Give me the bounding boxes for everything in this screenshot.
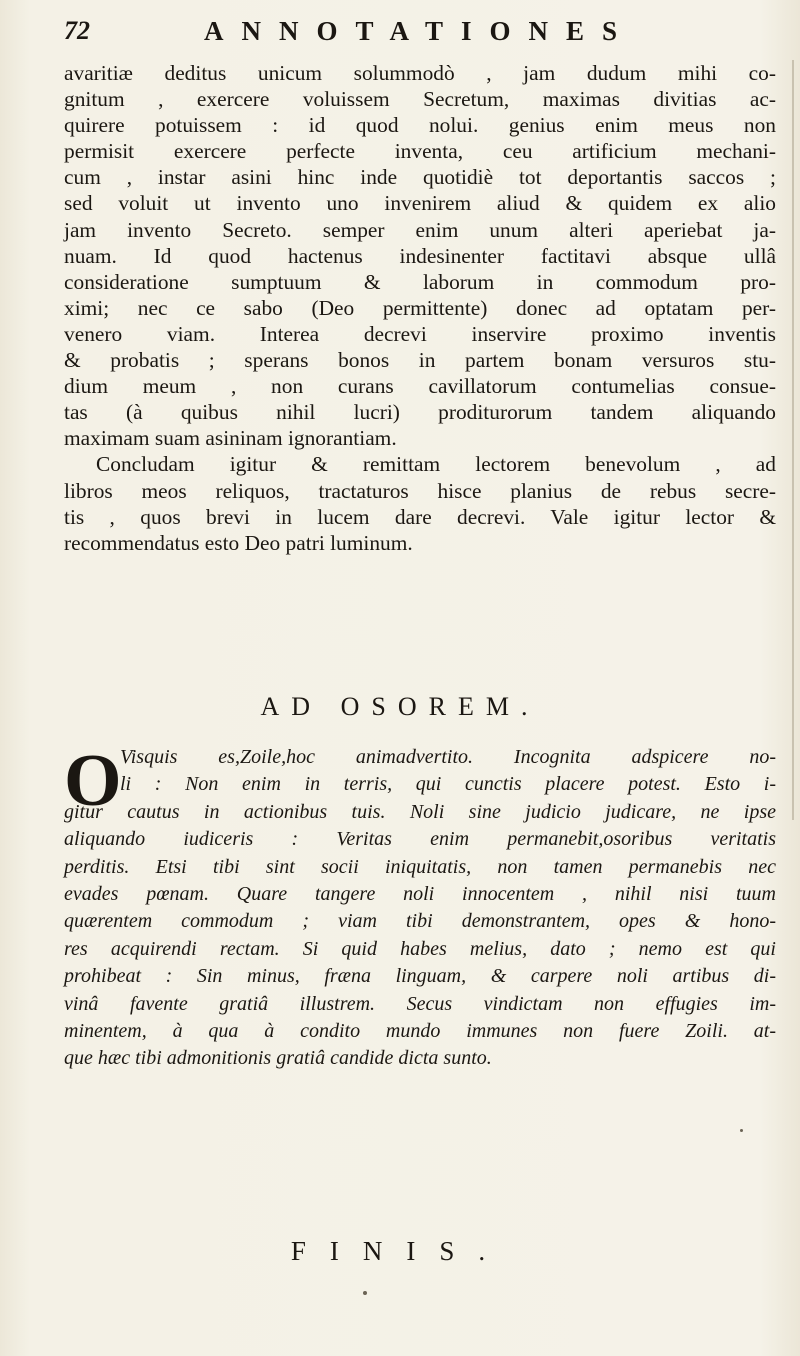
italic-line: perditis. Etsi tibi sint socii iniquitatis, non tamen permanebis nec bbox=[64, 855, 776, 878]
text-line: nuam. Id quod hactenus indesinenter factitavi absque ullâ bbox=[64, 243, 776, 268]
text-line: & probatis ; sperans bonos in partem bonam versuros stu- bbox=[64, 348, 776, 373]
ink-speck bbox=[363, 1291, 367, 1295]
text-line: consideratione sumptuum & laborum in commodum pro- bbox=[64, 269, 776, 294]
text-line: venero viam. Interea decrevi inservire proximo inventis bbox=[64, 321, 776, 346]
italic-line: evades pœnam. Quare tangere noli innocentem , nihil nisi tuum bbox=[64, 882, 776, 905]
text-line: tas (à quibus nihil lucri) proditurorum tandem aliquando bbox=[64, 400, 776, 425]
italic-line: li : Non enim in terris, qui cunctis placere potest. Esto i- bbox=[120, 773, 776, 796]
address-to-critic bbox=[64, 740, 776, 1073]
text-line: gnitum , exercere voluissem Secretum, maximas divitias ac- bbox=[64, 87, 776, 112]
page-number: 72 bbox=[64, 16, 90, 45]
italic-line: aliquando iudiceris : Veritas enim permanebit,osoribus veritatis bbox=[64, 828, 776, 851]
text-line: tis , quos brevi in lucem dare decrevi. Vale igitur lector & bbox=[64, 504, 776, 529]
running-head: ANNOTATIONES bbox=[204, 16, 636, 46]
annotation-paragraphs bbox=[64, 60, 776, 556]
italic-line: res acquirendi rectam. Si quid habes melius, dato ; nemo est qui bbox=[64, 937, 776, 960]
text-line: avaritiæ deditus unicum solummodò , jam dudum mihi co- bbox=[64, 61, 776, 85]
italic-line: prohibeat : Sin minus, fræna linguam, & carpere noli artibus di- bbox=[64, 965, 776, 988]
text-line: Concludam igitur & remittam lectorem benevolum , ad bbox=[96, 452, 776, 477]
text-line: jam invento Secreto. semper enim unum alteri aperiebat ja- bbox=[64, 217, 776, 242]
text-line: cum , instar asini hinc inde quotidiè tot deportantis saccos ; bbox=[64, 165, 776, 190]
italic-line: que hæc tibi admonitionis gratiâ candide dicta sunto. bbox=[64, 1047, 492, 1070]
text-line: recommendatus esto Deo patri luminum. bbox=[64, 530, 413, 555]
italic-line: gitur cautus in actionibus tuis. Noli sine judicio judicare, ne ipse bbox=[64, 800, 776, 823]
page-header bbox=[64, 10, 764, 50]
italic-line: quærentem commodum ; viam tibi demonstrantem, opes & hono- bbox=[64, 910, 776, 933]
section-heading: AD OSOREM. bbox=[260, 692, 540, 721]
text-line: libros meos reliquos, tractaturos hisce planius de rebus secre- bbox=[64, 478, 776, 503]
text-line: quirere potuissem : id quod nolui. genius enim meus non bbox=[64, 113, 776, 138]
drop-cap: O bbox=[64, 740, 122, 822]
italic-line: vinâ favente gratiâ illustrem. Secus vindictam non effugies im- bbox=[64, 992, 776, 1015]
text-line: dium meum , non curans cavillatorum contumelias consue- bbox=[64, 374, 776, 399]
text-line: permisit exercere perfecte inventa, ceu artificium mechani- bbox=[64, 139, 776, 164]
ink-speck bbox=[740, 1129, 743, 1132]
finis-closing: FINIS. bbox=[290, 1236, 510, 1266]
text-line: ximi; nec ce sabo (Deo permittente) donec ad optatam per- bbox=[64, 295, 776, 320]
text-line: sed voluit ut invento uno invenirem aliud & quidem ex alio bbox=[64, 191, 776, 216]
text-line: maximam suam asininam ignorantiam. bbox=[64, 426, 397, 451]
italic-line: Visquis es,Zoile,hoc animadvertito. Incognita adspicere no- bbox=[120, 746, 776, 768]
italic-line: minentem, à qua à condito mundo immunes non fuere Zoili. at- bbox=[64, 1019, 776, 1042]
